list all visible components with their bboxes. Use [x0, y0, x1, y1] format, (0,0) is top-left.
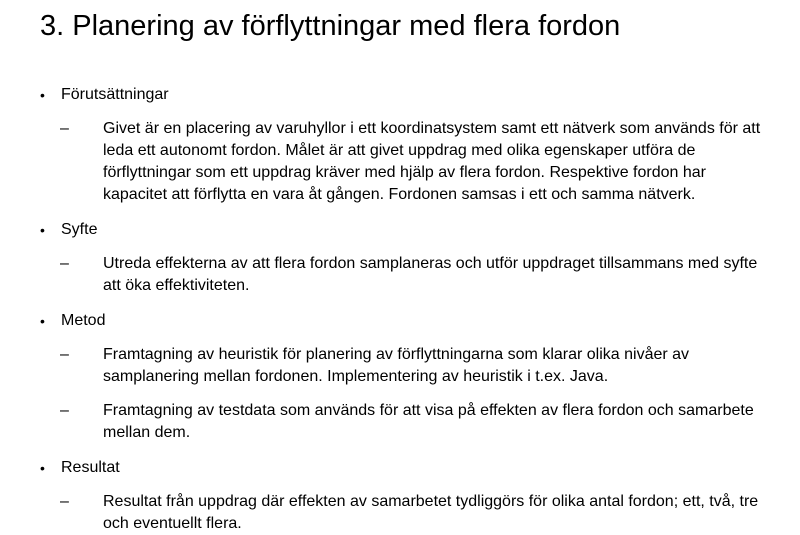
list-item-text: Givet är en placering av varuhyllor i ett koordinatsystem samt ett nätverk som används för att leda ett autonomt fordon. Målet är att givet uppdrag med olika egenskaper utföra de förflyttningar som ett uppdrag kräver med hjälp av flera fordon. Respektive fordon har kapacitet att förflytta en vara åt gången. Fordonen samsas i ett och samma nätverk. [103, 120, 761, 203]
list-item [60, 400, 770, 444]
section-syfte [40, 219, 770, 297]
list-item [60, 344, 770, 388]
section-heading [40, 84, 770, 106]
dash-icon: – [60, 346, 69, 363]
bullet-list [40, 84, 770, 535]
dash-icon: – [60, 255, 69, 272]
bullet-icon: • [40, 87, 45, 103]
page-title: 3. Planering av förflyttningar med flera fordon [40, 10, 621, 42]
bullet-icon: • [40, 222, 45, 238]
dash-icon: – [60, 493, 69, 510]
section-heading-label: Förutsättningar [61, 86, 169, 103]
list-item-text: Resultat från uppdrag där effekten av samarbetet tydliggörs för olika antal fordon; ett, två, tre och eventuellt flera. [103, 493, 759, 532]
list-item [60, 491, 770, 535]
list-item-text: Utreda effekterna av att flera fordon samplaneras och utför uppdraget tillsammans med syfte att öka effektiviteten. [103, 255, 758, 294]
dash-icon: – [60, 120, 69, 137]
bullet-icon: • [40, 313, 45, 329]
section-forutsattningar [40, 84, 770, 206]
section-heading [40, 310, 770, 332]
dash-icon: – [60, 402, 69, 419]
section-heading-label: Metod [61, 312, 106, 329]
list-item [60, 118, 770, 206]
list-item-text: Framtagning av heuristik för planering av förflyttningarna som klarar olika nivåer av samplanering mellan fordonen. Implementering av heuristik i t.ex. Java. [103, 346, 690, 385]
section-heading [40, 219, 770, 241]
list-item-text: Framtagning av testdata som används för att visa på effekten av flera fordon och samarbete mellan dem. [103, 402, 754, 441]
bullet-icon: • [40, 460, 45, 476]
section-heading-label: Resultat [61, 459, 120, 476]
section-metod [40, 310, 770, 444]
section-heading-label: Syfte [61, 221, 98, 238]
section-resultat [40, 457, 770, 535]
section-heading [40, 457, 770, 479]
list-item [60, 253, 770, 297]
